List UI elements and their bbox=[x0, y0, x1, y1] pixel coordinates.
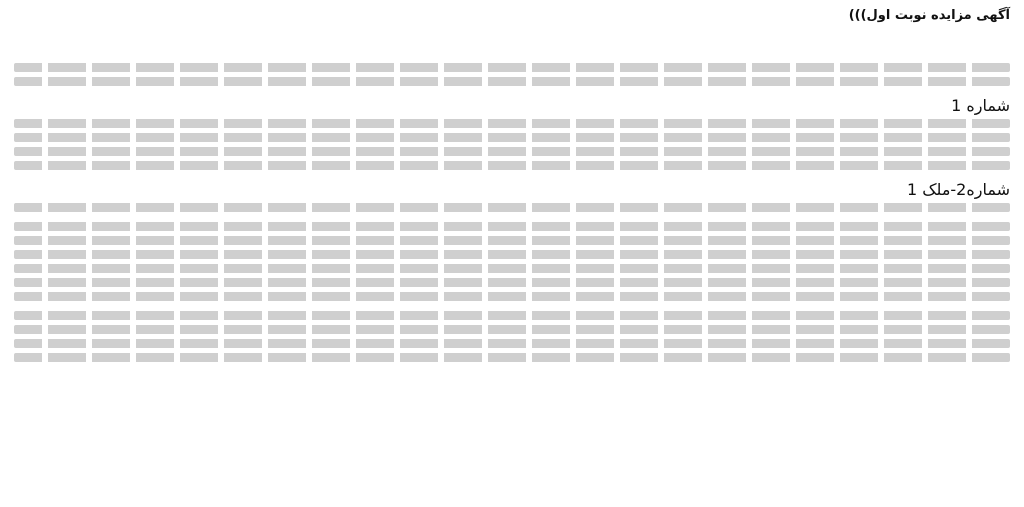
text-line bbox=[14, 264, 1010, 273]
text-line bbox=[14, 77, 1010, 86]
text-line bbox=[14, 119, 1010, 128]
text-line bbox=[14, 236, 1010, 245]
text-line bbox=[14, 133, 1010, 142]
lot-2-paragraph bbox=[14, 180, 1010, 212]
notice-title: آگهی مزایده نوبت اول))) bbox=[848, 8, 1010, 23]
text-line bbox=[14, 325, 1010, 334]
text-line bbox=[14, 353, 1010, 362]
lot-1-paragraph bbox=[14, 96, 1010, 170]
intro-paragraph bbox=[14, 63, 1010, 86]
text-line bbox=[14, 203, 1010, 212]
text-line bbox=[14, 292, 1010, 301]
text-line bbox=[14, 147, 1010, 156]
text-line bbox=[14, 63, 1010, 72]
auction-terms-paragraph bbox=[14, 311, 1010, 362]
lot-1-label: شماره 1 bbox=[951, 96, 1010, 115]
text-line bbox=[14, 161, 1010, 170]
text-line bbox=[14, 311, 1010, 320]
text-line bbox=[14, 339, 1010, 348]
lot-2-details-paragraph bbox=[14, 222, 1010, 301]
lot-2-label: شماره2-ملک 1 bbox=[906, 180, 1010, 199]
text-line bbox=[14, 250, 1010, 259]
text-line bbox=[14, 278, 1010, 287]
text-line bbox=[14, 222, 1010, 231]
